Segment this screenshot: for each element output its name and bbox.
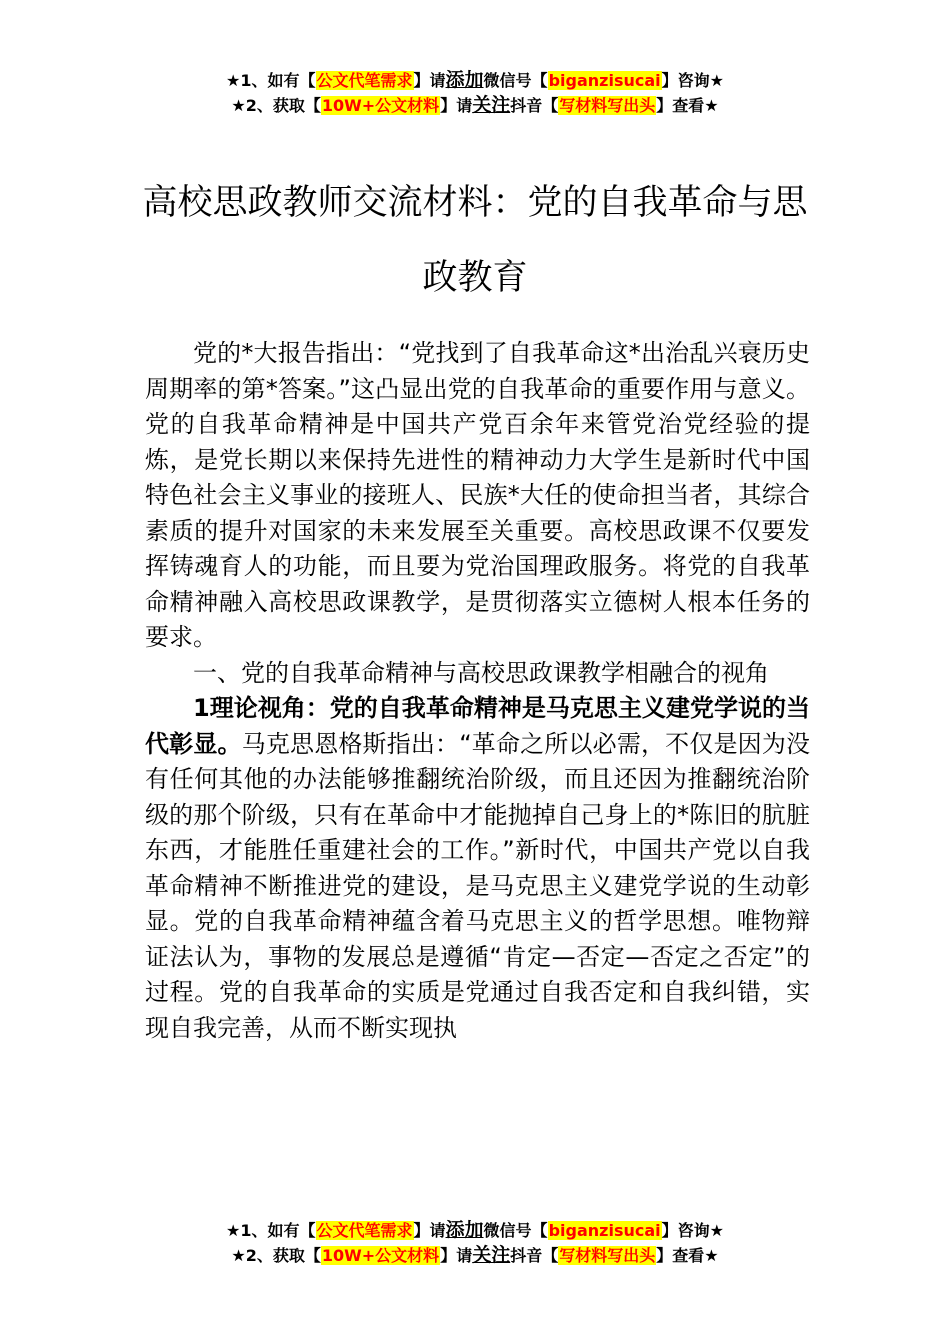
banner-text: 】请 [413,1221,446,1240]
banner-text: 微信号【 [483,1221,548,1240]
banner-text: 】请 [440,1246,473,1265]
banner-text: 】咨询★ [661,71,724,90]
banner-underline: 添加 [445,1219,484,1241]
paragraph-intro: 党的*大报告指出：“党找到了自我革命这*出治乱兴衰历史周期率的第*答案。”这凸显出党的自我革命的重要作用与意义。党的自我革命精神是中国共产党百余年来管党治党经验的提炼，是党长期以来保持先进性的精神动力大学生是新时代中国特色社会主义事业的接班人、民族*大任的使命担当者，其综合素质的提升对国家的未来发展至关重要。高校思政课不仅要发挥铸魂育人的功能，而且要为党治国理政服务。将党的自我革命精神融入高校思政课教学，是贯彻落实立德树人根本任务的要求。 [145,339,810,651]
banner-line-1 [0,1218,950,1243]
banner-text: 抖音【 [510,1246,559,1265]
document-body [145,336,810,1046]
document-title: 高校思政教师交流材料：党的自我革命与思政教育 [142,183,808,298]
banner-highlight: 公文代笔需求 [316,71,413,90]
banner-underline: 添加 [445,69,484,91]
footer-banner [0,1218,950,1268]
paragraph-theory [145,691,810,1046]
banner-line-2 [0,1243,950,1268]
banner-text: ★1、如有【 [226,1221,316,1240]
banner-highlight: 10W+公文材料 [321,1246,440,1265]
banner-text: 】咨询★ [661,1221,724,1240]
banner-line-2 [0,93,950,118]
banner-text: ★1、如有【 [226,71,316,90]
banner-line-1 [0,68,950,93]
banner-text: 】查看★ [656,1246,719,1265]
banner-wechat-id: biganzisucai [548,1221,661,1240]
banner-underline: 关注 [472,1244,511,1266]
banner-text: 抖音【 [510,96,559,115]
banner-text: 】查看★ [656,96,719,115]
banner-douyin-id: 写材料写出头 [559,1246,656,1265]
banner-text: ★2、获取【 [231,1246,321,1265]
banner-text: 微信号【 [483,71,548,90]
banner-text: ★2、获取【 [231,96,321,115]
subheading-theory: 1理论视角：党的自我革命精神是马克思主义建党学说的当代彰显。 [145,694,810,758]
banner-highlight: 公文代笔需求 [316,1221,413,1240]
banner-wechat-id: biganzisucai [548,71,661,90]
paragraph-theory-text: 马克思恩格斯指出：“革命之所以必需，不仅是因为没有任何其他的办法能够推翻统治阶级，而且还因为推翻统治阶级的那个阶级，只有在革命中才能抛掉自己身上的*陈旧的肮脏东西，才能胜任重建社会的工作。”新时代，中国共产党以自我革命精神不断推进党的建设，是马克思主义建党学说的生动彰显。党的自我革命精神蕴含着马克思主义的哲学思想。唯物辩证法认为，事物的发展总是遵循“肯定—否定—否定之否定”的过程。党的自我革命的实质是党通过自我否定和自我纠错，实现自我完善，从而不断实现执 [145,729,811,1042]
banner-text: 】请 [413,71,446,90]
section-heading: 一、党的自我革命精神与高校思政课教学相融合的视角 [193,658,769,687]
banner-underline: 关注 [472,94,511,116]
banner-text: 】请 [440,96,473,115]
header-banner [0,68,950,118]
banner-douyin-id: 写材料写出头 [559,96,656,115]
banner-highlight: 10W+公文材料 [321,96,440,115]
